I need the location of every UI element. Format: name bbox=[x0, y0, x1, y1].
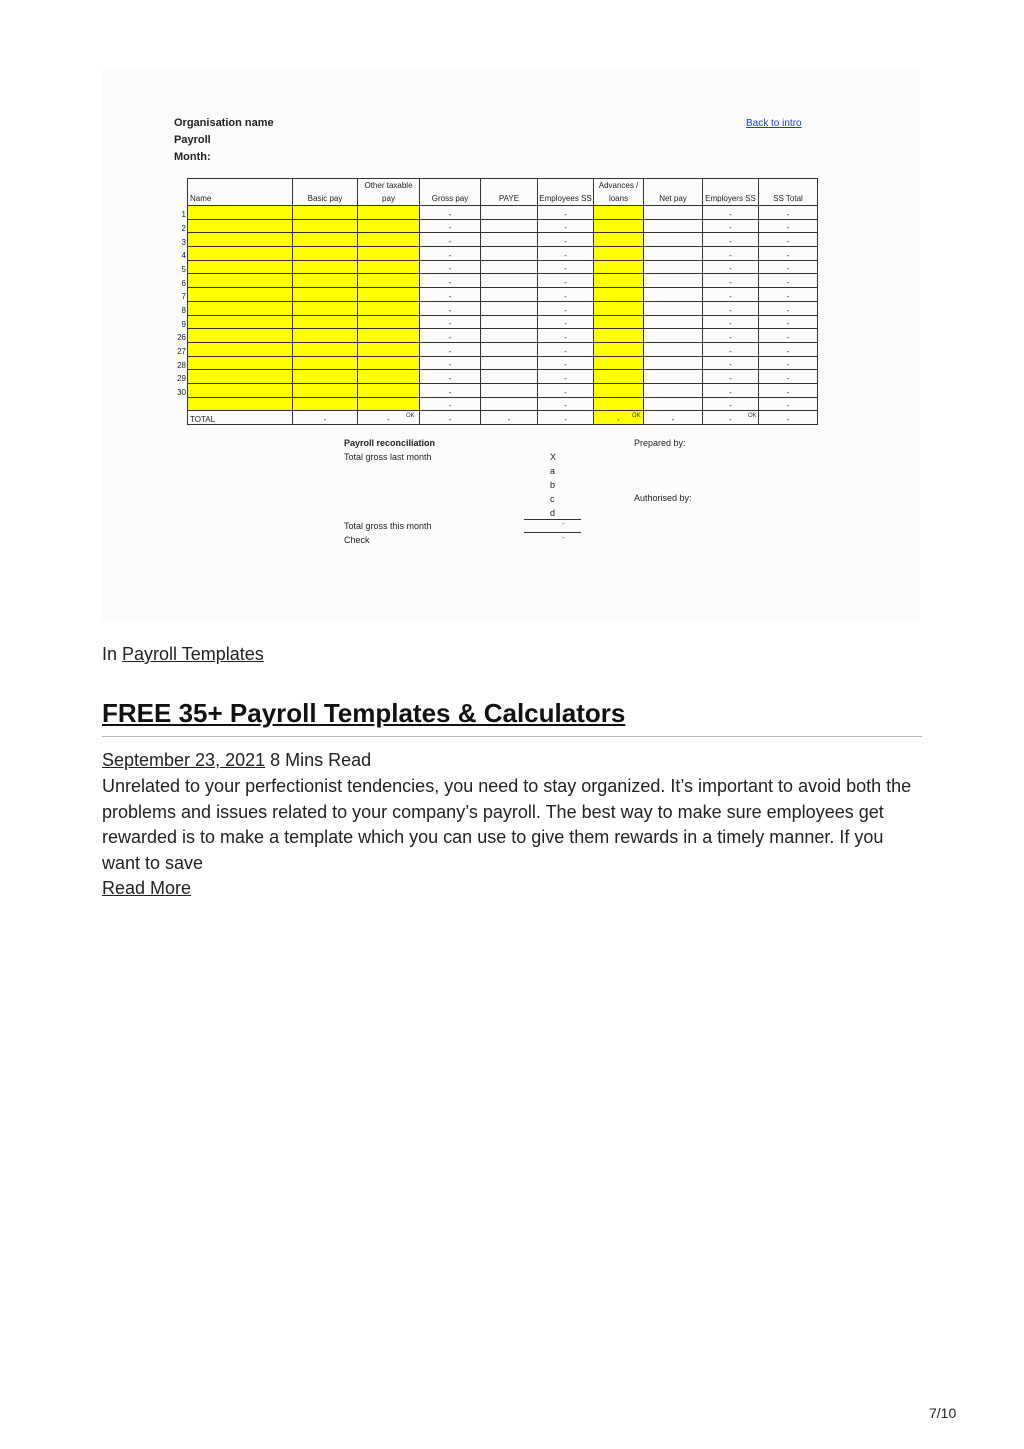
table-cell bbox=[188, 301, 293, 315]
payroll-body bbox=[172, 206, 818, 425]
table-cell bbox=[293, 206, 358, 220]
table-cell: - bbox=[759, 274, 818, 288]
sum-line bbox=[524, 532, 581, 533]
table-cell bbox=[293, 233, 358, 247]
table-row bbox=[172, 274, 818, 288]
table-cell bbox=[188, 247, 293, 261]
table-cell: - bbox=[759, 315, 818, 329]
table-cell bbox=[594, 260, 644, 274]
table-cell: - bbox=[759, 233, 818, 247]
table-cell: - bbox=[759, 397, 818, 411]
table-cell bbox=[188, 219, 293, 233]
gross-this-value: - bbox=[562, 519, 565, 528]
table-cell: - bbox=[538, 370, 594, 384]
table-cell: - bbox=[538, 356, 594, 370]
table-row bbox=[172, 233, 818, 247]
table-cell bbox=[188, 260, 293, 274]
table-cell bbox=[293, 342, 358, 356]
table-cell: - bbox=[538, 233, 594, 247]
table-cell bbox=[594, 247, 644, 261]
table-cell bbox=[594, 342, 644, 356]
table-cell: - bbox=[703, 260, 759, 274]
table-cell bbox=[188, 342, 293, 356]
table-cell: - bbox=[420, 219, 481, 233]
total-cell: - bbox=[644, 411, 703, 425]
table-cell: - bbox=[538, 329, 594, 343]
check-label: Check bbox=[344, 535, 370, 545]
table-cell bbox=[644, 219, 703, 233]
table-cell bbox=[644, 397, 703, 411]
table-cell bbox=[188, 356, 293, 370]
table-cell: - bbox=[759, 288, 818, 302]
table-cell: - bbox=[703, 315, 759, 329]
table-cell bbox=[481, 329, 538, 343]
table-cell bbox=[594, 274, 644, 288]
table-row bbox=[172, 383, 818, 397]
table-cell: - bbox=[538, 219, 594, 233]
table-cell bbox=[293, 383, 358, 397]
ok-mark: OK bbox=[748, 413, 757, 419]
table-cell bbox=[594, 397, 644, 411]
table-cell bbox=[481, 219, 538, 233]
table-cell: - bbox=[420, 288, 481, 302]
table-cell bbox=[358, 356, 420, 370]
col-header: Basic pay bbox=[293, 179, 358, 206]
table-cell: - bbox=[420, 383, 481, 397]
table-cell: - bbox=[703, 370, 759, 384]
letter: a bbox=[550, 466, 556, 476]
table-cell: - bbox=[420, 274, 481, 288]
payroll-table bbox=[172, 178, 818, 425]
table-cell bbox=[188, 329, 293, 343]
table-cell bbox=[644, 206, 703, 220]
col-header: SS Total bbox=[759, 179, 818, 206]
table-cell bbox=[644, 356, 703, 370]
table-cell: - bbox=[420, 233, 481, 247]
ok-mark: OK bbox=[406, 413, 415, 419]
row-number: 26 bbox=[177, 333, 186, 343]
letter: c bbox=[550, 494, 555, 504]
table-cell: - bbox=[703, 342, 759, 356]
table-cell bbox=[594, 288, 644, 302]
row-number: 28 bbox=[177, 360, 186, 370]
table-cell bbox=[594, 356, 644, 370]
total-cell: - bbox=[759, 411, 818, 425]
row-number bbox=[172, 397, 188, 411]
table-cell bbox=[188, 397, 293, 411]
read-more-link[interactable]: Read More bbox=[102, 878, 192, 898]
table-cell bbox=[481, 233, 538, 247]
total-cell: - bbox=[538, 411, 594, 425]
authorised-by: Authorised by: bbox=[634, 493, 692, 503]
page-number: 7/10 bbox=[929, 1405, 957, 1421]
table-cell bbox=[358, 274, 420, 288]
col-header: Name bbox=[188, 179, 293, 206]
col-header: Gross pay bbox=[420, 179, 481, 206]
row-number: 2 bbox=[181, 223, 186, 233]
table-cell bbox=[481, 301, 538, 315]
table-cell bbox=[358, 315, 420, 329]
table-cell bbox=[358, 397, 420, 411]
table-cell: - bbox=[759, 247, 818, 261]
row-number: 6 bbox=[181, 278, 186, 288]
table-cell: - bbox=[538, 288, 594, 302]
row-number: 8 bbox=[181, 306, 186, 315]
table-cell: - bbox=[538, 274, 594, 288]
table-row bbox=[172, 301, 818, 315]
table-cell: - bbox=[420, 247, 481, 261]
table-row bbox=[172, 397, 818, 411]
table-cell: - bbox=[538, 383, 594, 397]
table-cell bbox=[594, 370, 644, 384]
table-cell: - bbox=[759, 356, 818, 370]
table-cell bbox=[188, 233, 293, 247]
table-cell bbox=[188, 383, 293, 397]
table-cell: - bbox=[703, 206, 759, 220]
table-cell: - bbox=[759, 383, 818, 397]
table-cell: - bbox=[703, 247, 759, 261]
row-number: 9 bbox=[181, 319, 186, 329]
table-cell bbox=[594, 301, 644, 315]
table-cell: - bbox=[538, 315, 594, 329]
table-cell bbox=[358, 219, 420, 233]
total-label: TOTAL bbox=[188, 411, 293, 425]
total-cell: - bbox=[481, 411, 538, 425]
table-cell bbox=[644, 247, 703, 261]
category-line bbox=[102, 644, 264, 665]
table-cell bbox=[358, 329, 420, 343]
sheet-heading bbox=[174, 115, 274, 166]
table-cell: - bbox=[538, 206, 594, 220]
total-cell: - bbox=[358, 411, 420, 425]
table-cell bbox=[644, 383, 703, 397]
check-value: - bbox=[562, 533, 565, 542]
table-cell bbox=[358, 342, 420, 356]
table-row bbox=[172, 206, 818, 220]
recon-bottom bbox=[344, 519, 432, 547]
row-number bbox=[172, 411, 188, 425]
table-cell bbox=[293, 356, 358, 370]
table-cell bbox=[481, 260, 538, 274]
table-cell bbox=[594, 233, 644, 247]
table-cell bbox=[358, 206, 420, 220]
table-cell: - bbox=[703, 274, 759, 288]
sum-line bbox=[524, 519, 581, 520]
table-cell bbox=[594, 315, 644, 329]
table-cell bbox=[188, 315, 293, 329]
table-cell: - bbox=[420, 301, 481, 315]
table-cell: - bbox=[759, 206, 818, 220]
prepared-by: Prepared by: bbox=[634, 438, 686, 448]
article-meta bbox=[102, 750, 371, 771]
recon-title: Payroll reconciliation bbox=[344, 438, 436, 448]
table-cell: - bbox=[420, 260, 481, 274]
table-cell bbox=[644, 260, 703, 274]
table-cell bbox=[594, 206, 644, 220]
table-cell bbox=[644, 315, 703, 329]
rownum-header bbox=[172, 179, 188, 206]
table-cell bbox=[481, 315, 538, 329]
table-cell bbox=[644, 370, 703, 384]
table-cell: - bbox=[759, 342, 818, 356]
table-cell bbox=[293, 219, 358, 233]
table-cell bbox=[188, 288, 293, 302]
table-header-row bbox=[172, 179, 818, 206]
table-cell bbox=[293, 247, 358, 261]
table-row bbox=[172, 247, 818, 261]
table-cell: - bbox=[420, 370, 481, 384]
table-cell bbox=[594, 383, 644, 397]
total-cell: - bbox=[420, 411, 481, 425]
table-cell bbox=[293, 274, 358, 288]
table-cell: - bbox=[538, 247, 594, 261]
table-row bbox=[172, 219, 818, 233]
table-cell: - bbox=[538, 301, 594, 315]
table-cell bbox=[188, 370, 293, 384]
total-cell: - bbox=[703, 411, 759, 425]
table-cell bbox=[481, 370, 538, 384]
table-cell bbox=[481, 356, 538, 370]
table-cell bbox=[358, 288, 420, 302]
table-cell bbox=[644, 329, 703, 343]
table-cell: - bbox=[759, 219, 818, 233]
category-link[interactable]: Payroll Templates bbox=[122, 644, 264, 664]
col-header: Net pay bbox=[644, 179, 703, 206]
article-title[interactable]: FREE 35+ Payroll Templates & Calculators bbox=[102, 698, 626, 728]
table-cell bbox=[293, 260, 358, 274]
row-number: 5 bbox=[181, 264, 186, 274]
table-cell bbox=[293, 288, 358, 302]
table-cell: - bbox=[703, 356, 759, 370]
row-number: 30 bbox=[177, 388, 186, 398]
total-cell: - bbox=[293, 411, 358, 425]
table-cell bbox=[293, 315, 358, 329]
table-cell: - bbox=[703, 301, 759, 315]
table-cell bbox=[188, 206, 293, 220]
read-time: 8 Mins Read bbox=[270, 750, 372, 770]
article-date-link[interactable]: September 23, 2021 bbox=[102, 750, 266, 770]
table-cell bbox=[481, 397, 538, 411]
table-cell: - bbox=[420, 315, 481, 329]
table-cell bbox=[481, 342, 538, 356]
table-cell: - bbox=[759, 260, 818, 274]
total-gross-this: Total gross this month bbox=[344, 521, 432, 531]
org-name: Organisation name bbox=[174, 117, 274, 129]
recon-letters bbox=[550, 450, 556, 520]
table-cell: - bbox=[759, 329, 818, 343]
col-header: Employers SS bbox=[703, 179, 759, 206]
total-row bbox=[172, 411, 818, 425]
table-row bbox=[172, 315, 818, 329]
table-cell bbox=[358, 260, 420, 274]
row-number: 4 bbox=[181, 251, 186, 261]
table-cell bbox=[358, 383, 420, 397]
table-row bbox=[172, 370, 818, 384]
table-row bbox=[172, 356, 818, 370]
table-cell bbox=[358, 370, 420, 384]
table-cell bbox=[293, 370, 358, 384]
table-cell: - bbox=[703, 219, 759, 233]
table-cell: - bbox=[703, 383, 759, 397]
table-cell: - bbox=[420, 329, 481, 343]
table-cell bbox=[644, 233, 703, 247]
table-cell: - bbox=[538, 260, 594, 274]
total-cell: - bbox=[594, 411, 644, 425]
table-cell: - bbox=[703, 233, 759, 247]
table-cell bbox=[293, 329, 358, 343]
table-row bbox=[172, 329, 818, 343]
table-cell bbox=[594, 329, 644, 343]
table-row bbox=[172, 342, 818, 356]
letter: X bbox=[550, 452, 557, 462]
table-cell bbox=[358, 233, 420, 247]
table-cell: - bbox=[538, 342, 594, 356]
table-row bbox=[172, 260, 818, 274]
table-cell: - bbox=[420, 397, 481, 411]
payroll-template-image bbox=[102, 70, 920, 622]
table-cell: - bbox=[703, 397, 759, 411]
row-number: 29 bbox=[177, 374, 186, 384]
table-cell: - bbox=[420, 356, 481, 370]
table-cell: - bbox=[703, 288, 759, 302]
table-cell bbox=[481, 274, 538, 288]
reconciliation-block bbox=[344, 436, 435, 464]
table-cell bbox=[644, 342, 703, 356]
letter: d bbox=[550, 508, 556, 518]
table-cell bbox=[481, 288, 538, 302]
table-cell bbox=[644, 288, 703, 302]
back-to-intro-link: Back to intro bbox=[746, 118, 802, 129]
col-header: Employees SS bbox=[538, 179, 594, 206]
table-cell bbox=[293, 397, 358, 411]
month-label: Month: bbox=[174, 151, 211, 163]
col-header: Other taxable pay bbox=[358, 179, 420, 206]
table-cell: - bbox=[420, 206, 481, 220]
col-header: PAYE bbox=[481, 179, 538, 206]
table-cell bbox=[188, 274, 293, 288]
table-cell bbox=[644, 301, 703, 315]
table-cell bbox=[358, 301, 420, 315]
table-cell bbox=[293, 301, 358, 315]
table-cell bbox=[644, 274, 703, 288]
ok-mark: OK bbox=[632, 413, 641, 419]
total-gross-last: Total gross last month bbox=[344, 452, 432, 462]
title-divider bbox=[102, 736, 922, 737]
letter: b bbox=[550, 480, 556, 490]
row-number: 27 bbox=[177, 347, 186, 357]
row-number: 7 bbox=[181, 292, 186, 302]
table-cell bbox=[481, 383, 538, 397]
col-header: Advances / loans bbox=[594, 179, 644, 206]
category-prefix: In bbox=[102, 644, 118, 664]
table-cell: - bbox=[759, 370, 818, 384]
table-cell: - bbox=[420, 342, 481, 356]
table-cell: - bbox=[759, 301, 818, 315]
table-cell bbox=[594, 219, 644, 233]
table-cell bbox=[481, 247, 538, 261]
table-cell: - bbox=[703, 329, 759, 343]
payroll-label: Payroll bbox=[174, 134, 211, 146]
table-cell bbox=[358, 247, 420, 261]
table-cell bbox=[481, 206, 538, 220]
table-cell: - bbox=[538, 397, 594, 411]
table-row bbox=[172, 288, 818, 302]
row-number: 3 bbox=[181, 237, 186, 247]
article-excerpt: Unrelated to your perfectionist tendencies, you need to stay organized. It’s important to avoid both the problems and issues related to your company’s payroll. The best way to make sure employees get rewarded is to make a template which you can use to give them rewards in a timely manner. If you want to save bbox=[102, 776, 912, 873]
row-number: 1 bbox=[181, 210, 186, 220]
